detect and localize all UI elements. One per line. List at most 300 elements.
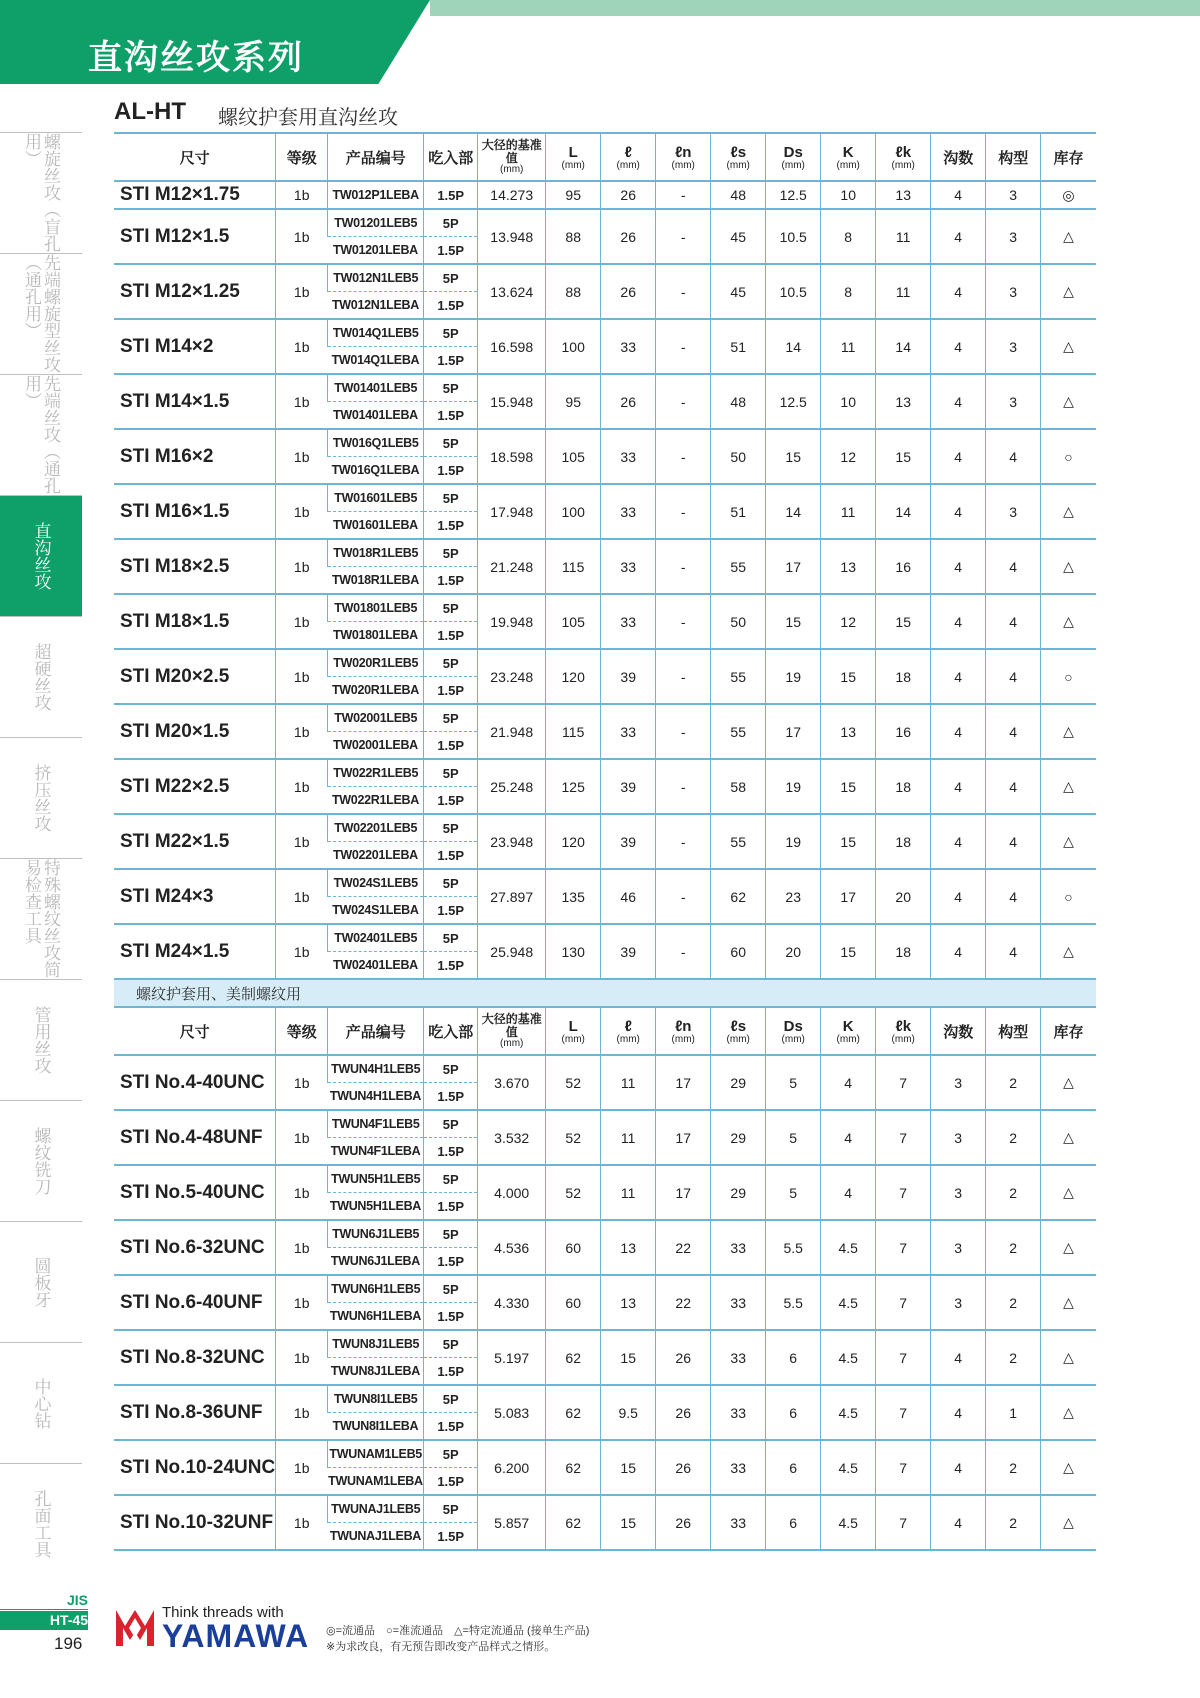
column-header (821, 1007, 876, 1055)
shape-cell: 3 (986, 181, 1041, 209)
sidebar-item[interactable] (0, 374, 82, 495)
column-header-label: ℓk (895, 1017, 912, 1035)
ln-cell: 26 (656, 1330, 711, 1385)
L-cell: 130 (546, 924, 601, 979)
L-cell: 88 (546, 209, 601, 264)
K-cell: 4.5 (821, 1330, 876, 1385)
table-row (114, 1440, 1096, 1468)
flutes-cell: 4 (931, 814, 986, 869)
K-cell: 11 (821, 484, 876, 539)
major-cell: 13.624 (478, 264, 546, 319)
flutes-cell: 4 (931, 319, 986, 374)
chamfer-cell: 1.5P (424, 952, 478, 980)
grade-cell: 1b (276, 924, 328, 979)
stock-cell: △ (1041, 319, 1096, 374)
product-code-cell: TW018R1LEB5 (328, 539, 424, 567)
ls-cell: 55 (711, 539, 766, 594)
flutes-cell: 4 (931, 869, 986, 924)
Ds-cell: 14 (766, 484, 821, 539)
column-header-unit: (mm) (671, 1033, 695, 1045)
major-cell: 25.948 (478, 924, 546, 979)
product-code-cell: TWUNAJ1LEB5 (328, 1495, 424, 1523)
major-cell: 23.948 (478, 814, 546, 869)
l-cell: 26 (601, 374, 656, 429)
column-header (986, 133, 1041, 181)
flutes-cell: 4 (931, 181, 986, 209)
column-header-label: 库存 (1053, 1023, 1084, 1041)
ln-cell: 17 (656, 1110, 711, 1165)
column-header-unit: (mm) (891, 1033, 915, 1045)
chamfer-cell: 1.5P (424, 1523, 478, 1551)
shape-cell: 4 (986, 924, 1041, 979)
column-header-label: K (842, 143, 854, 161)
sidebar-item-label: 先端螺旋型丝攻（通孔用） (22, 254, 60, 373)
product-code-cell: TWUN6H1LEBA (328, 1303, 424, 1331)
page-title: 直沟丝攻系列 (88, 39, 304, 77)
column-header-unit: (mm) (616, 159, 640, 171)
lk-cell: 7 (876, 1330, 931, 1385)
chamfer-cell: 5P (424, 319, 478, 347)
product-code-cell: TW01601LEBA (328, 512, 424, 540)
chamfer-cell: 5P (424, 1110, 478, 1138)
Ds-cell: 5 (766, 1110, 821, 1165)
table-header-row (114, 133, 1096, 181)
column-header (1041, 1007, 1096, 1055)
ln-cell: 26 (656, 1385, 711, 1440)
product-code-cell: TW02001LEBA (328, 732, 424, 760)
product-code-cell: TW012P1LEBA (328, 181, 424, 209)
grade-cell: 1b (276, 1330, 328, 1385)
chamfer-cell: 1.5P (424, 512, 478, 540)
category-sidebar (0, 132, 82, 1584)
L-cell: 100 (546, 484, 601, 539)
sidebar-item[interactable] (0, 495, 82, 616)
sidebar-item[interactable] (0, 616, 82, 737)
ln-cell: 22 (656, 1220, 711, 1275)
size-cell: STI M20×2.5 (114, 649, 276, 704)
flutes-cell: 3 (931, 1165, 986, 1220)
flutes-cell: 4 (931, 759, 986, 814)
table-row (114, 484, 1096, 512)
chamfer-cell: 5P (424, 1165, 478, 1193)
sidebar-item[interactable] (0, 1463, 82, 1584)
table-row (114, 759, 1096, 787)
L-cell: 88 (546, 264, 601, 319)
Ds-cell: 5 (766, 1165, 821, 1220)
column-header-label: 吃入部 (428, 149, 474, 167)
chamfer-cell: 1.5P (424, 1303, 478, 1331)
L-cell: 105 (546, 594, 601, 649)
ls-cell: 29 (711, 1165, 766, 1220)
size-cell: STI M12×1.5 (114, 209, 276, 264)
lk-cell: 13 (876, 374, 931, 429)
ls-cell: 55 (711, 814, 766, 869)
sidebar-item[interactable] (0, 858, 82, 979)
chamfer-cell: 1.5P (424, 1358, 478, 1386)
column-header (656, 1007, 711, 1055)
ln-cell: - (656, 264, 711, 319)
stock-cell: △ (1041, 594, 1096, 649)
major-cell: 16.598 (478, 319, 546, 374)
L-cell: 120 (546, 649, 601, 704)
flutes-cell: 4 (931, 649, 986, 704)
sidebar-item-label: 圆板牙 (31, 1256, 51, 1308)
chamfer-cell: 5P (424, 704, 478, 732)
lk-cell: 18 (876, 814, 931, 869)
section-code: HT-45 (0, 1611, 88, 1630)
stock-cell: △ (1041, 1220, 1096, 1275)
chamfer-cell: 5P (424, 484, 478, 512)
chamfer-cell: 1.5P (424, 181, 478, 209)
column-header (711, 133, 766, 181)
major-cell: 19.948 (478, 594, 546, 649)
stock-cell: ◎ (1041, 181, 1096, 209)
product-code-cell: TW02201LEB5 (328, 814, 424, 842)
product-code-cell: TW01401LEBA (328, 402, 424, 430)
K-cell: 4.5 (821, 1440, 876, 1495)
sidebar-item-label: 中心钻 (31, 1377, 51, 1429)
K-cell: 4.5 (821, 1385, 876, 1440)
Ds-cell: 20 (766, 924, 821, 979)
major-cell: 3.670 (478, 1055, 546, 1110)
sidebar-item[interactable] (0, 1342, 82, 1463)
l-cell: 39 (601, 814, 656, 869)
sidebar-item[interactable] (0, 253, 82, 374)
flutes-cell: 4 (931, 484, 986, 539)
l-cell: 33 (601, 539, 656, 594)
K-cell: 15 (821, 924, 876, 979)
grade-cell: 1b (276, 704, 328, 759)
ls-cell: 51 (711, 484, 766, 539)
product-code-cell: TWUN5H1LEBA (328, 1193, 424, 1221)
ls-cell: 33 (711, 1440, 766, 1495)
shape-cell: 4 (986, 869, 1041, 924)
sidebar-item[interactable] (0, 1221, 82, 1342)
stock-cell: △ (1041, 1055, 1096, 1110)
l-cell: 11 (601, 1110, 656, 1165)
product-code-cell: TWUN4H1LEBA (328, 1083, 424, 1111)
ls-cell: 60 (711, 924, 766, 979)
lk-cell: 11 (876, 209, 931, 264)
grade-cell: 1b (276, 209, 328, 264)
l-cell: 33 (601, 484, 656, 539)
l-cell: 46 (601, 869, 656, 924)
l-cell: 13 (601, 1220, 656, 1275)
header-strip (430, 0, 1200, 16)
Ds-cell: 5.5 (766, 1220, 821, 1275)
table-row (114, 1110, 1096, 1138)
sidebar-item-label: 螺纹铣刀 (31, 1127, 51, 1195)
ls-cell: 29 (711, 1055, 766, 1110)
product-code-cell: TW01801LEB5 (328, 594, 424, 622)
grade-cell: 1b (276, 1055, 328, 1110)
Ds-cell: 10.5 (766, 209, 821, 264)
column-header (601, 133, 656, 181)
column-header (114, 133, 276, 181)
ln-cell: - (656, 181, 711, 209)
l-cell: 13 (601, 1275, 656, 1330)
product-code-cell: TW016Q1LEBA (328, 457, 424, 485)
K-cell: 12 (821, 594, 876, 649)
column-header (546, 1007, 601, 1055)
L-cell: 115 (546, 704, 601, 759)
sidebar-item[interactable] (0, 1100, 82, 1221)
column-header (876, 133, 931, 181)
shape-cell: 3 (986, 319, 1041, 374)
grade-cell: 1b (276, 264, 328, 319)
grade-cell: 1b (276, 1165, 328, 1220)
column-header-unit: (mm) (726, 1033, 750, 1045)
sidebar-item[interactable] (0, 737, 82, 858)
ls-cell: 55 (711, 649, 766, 704)
K-cell: 12 (821, 429, 876, 484)
chamfer-cell: 5P (424, 1275, 478, 1303)
chamfer-cell: 5P (424, 649, 478, 677)
K-cell: 4.5 (821, 1495, 876, 1550)
brand-name: YAMAWA (162, 1618, 310, 1654)
product-code-cell: TWUNAM1LEBA (328, 1468, 424, 1496)
size-cell: STI M18×1.5 (114, 594, 276, 649)
grade-cell: 1b (276, 759, 328, 814)
chamfer-cell: 1.5P (424, 787, 478, 815)
Ds-cell: 10.5 (766, 264, 821, 319)
flutes-cell: 4 (931, 539, 986, 594)
stock-cell: △ (1041, 1440, 1096, 1495)
column-header-label: L (568, 1017, 578, 1035)
chamfer-cell: 1.5P (424, 237, 478, 265)
ln-cell: 17 (656, 1165, 711, 1220)
grade-cell: 1b (276, 814, 328, 869)
table-row (114, 1165, 1096, 1193)
column-header-label: 大径的基准值 (481, 1012, 542, 1039)
l-cell: 26 (601, 181, 656, 209)
sidebar-item[interactable] (0, 979, 82, 1100)
stock-cell: △ (1041, 1165, 1096, 1220)
flutes-cell: 4 (931, 704, 986, 759)
sidebar-item[interactable] (0, 132, 82, 253)
column-header-label: 尺寸 (179, 1023, 210, 1041)
column-header-label: ℓs (730, 1017, 747, 1035)
product-code-cell: TW01201LEB5 (328, 209, 424, 237)
size-cell: STI M14×2 (114, 319, 276, 374)
size-cell: STI M16×1.5 (114, 484, 276, 539)
ls-cell: 62 (711, 869, 766, 924)
major-cell: 21.248 (478, 539, 546, 594)
grade-cell: 1b (276, 429, 328, 484)
stock-cell: △ (1041, 1330, 1096, 1385)
table-row (114, 704, 1096, 732)
stock-cell: △ (1041, 1495, 1096, 1550)
size-cell: STI M18×2.5 (114, 539, 276, 594)
table-row (114, 209, 1096, 237)
column-header-unit: (mm) (726, 159, 750, 171)
flutes-cell: 4 (931, 924, 986, 979)
table-row (114, 649, 1096, 677)
column-header-unit: (mm) (891, 159, 915, 171)
flutes-cell: 3 (931, 1220, 986, 1275)
lk-cell: 18 (876, 924, 931, 979)
shape-cell: 4 (986, 759, 1041, 814)
major-cell: 25.248 (478, 759, 546, 814)
flutes-cell: 4 (931, 264, 986, 319)
column-header (601, 1007, 656, 1055)
major-cell: 27.897 (478, 869, 546, 924)
grade-cell: 1b (276, 594, 328, 649)
footnote: ※为求改良，有无预告即改变产品样式之情形。 (326, 1641, 556, 1653)
grade-cell: 1b (276, 1385, 328, 1440)
ls-cell: 33 (711, 1495, 766, 1550)
Ds-cell: 19 (766, 649, 821, 704)
table-row (114, 319, 1096, 347)
product-code-cell: TW014Q1LEBA (328, 347, 424, 375)
grade-cell: 1b (276, 374, 328, 429)
product-code-cell: TWUN8J1LEBA (328, 1358, 424, 1386)
ls-cell: 51 (711, 319, 766, 374)
Ds-cell: 12.5 (766, 181, 821, 209)
stock-legend: ◎=流通品 ○=准流通品 △=特定流通品 (接单生产品) (326, 1625, 590, 1637)
l-cell: 15 (601, 1495, 656, 1550)
shape-cell: 4 (986, 539, 1041, 594)
column-header (656, 133, 711, 181)
l-cell: 26 (601, 209, 656, 264)
major-cell: 6.200 (478, 1440, 546, 1495)
L-cell: 135 (546, 869, 601, 924)
chamfer-cell: 1.5P (424, 897, 478, 925)
section-row (114, 979, 1096, 1007)
grade-cell: 1b (276, 869, 328, 924)
l-cell: 33 (601, 594, 656, 649)
l-cell: 33 (601, 319, 656, 374)
chamfer-cell: 5P (424, 1330, 478, 1358)
chamfer-cell: 5P (424, 924, 478, 952)
K-cell: 13 (821, 539, 876, 594)
ln-cell: - (656, 924, 711, 979)
grade-cell: 1b (276, 1220, 328, 1275)
column-header-unit: (mm) (561, 159, 585, 171)
L-cell: 62 (546, 1330, 601, 1385)
ln-cell: - (656, 374, 711, 429)
column-header-label: 等级 (286, 1023, 317, 1041)
table-row (114, 924, 1096, 952)
column-header (328, 1007, 424, 1055)
chamfer-cell: 5P (424, 1440, 478, 1468)
shape-cell: 3 (986, 374, 1041, 429)
shape-cell: 2 (986, 1110, 1041, 1165)
ls-cell: 55 (711, 704, 766, 759)
sidebar-item-label: 螺旋丝攻（盲孔用） (22, 133, 60, 252)
table-row (114, 264, 1096, 292)
l-cell: 15 (601, 1330, 656, 1385)
ln-cell: - (656, 649, 711, 704)
Ds-cell: 5.5 (766, 1275, 821, 1330)
product-code-cell: TW022R1LEBA (328, 787, 424, 815)
product-code-cell: TWUN6H1LEB5 (328, 1275, 424, 1303)
product-code-cell: TW024S1LEB5 (328, 869, 424, 897)
sidebar-item-label: 特殊螺纹丝攻简易检查工具 (22, 859, 60, 978)
K-cell: 4 (821, 1055, 876, 1110)
sidebar-item-label: 先端丝攻（通孔用） (22, 375, 60, 494)
product-code-cell: TWUN8J1LEB5 (328, 1330, 424, 1358)
column-header-unit: (mm) (836, 1033, 860, 1045)
table-row (114, 181, 1096, 209)
L-cell: 62 (546, 1495, 601, 1550)
K-cell: 15 (821, 759, 876, 814)
column-header-label: ℓ (624, 143, 632, 161)
product-code-cell: TW01401LEB5 (328, 374, 424, 402)
ls-cell: 48 (711, 374, 766, 429)
product-code-cell: TW018R1LEBA (328, 567, 424, 595)
column-header-label: K (842, 1017, 854, 1035)
product-code-cell: TW012N1LEB5 (328, 264, 424, 292)
shape-cell: 3 (986, 264, 1041, 319)
shape-cell: 2 (986, 1440, 1041, 1495)
column-header (931, 133, 986, 181)
chamfer-cell: 1.5P (424, 1138, 478, 1166)
flutes-cell: 4 (931, 209, 986, 264)
K-cell: 13 (821, 704, 876, 759)
column-header-label: ℓn (674, 143, 692, 161)
chamfer-cell: 1.5P (424, 1248, 478, 1276)
ls-cell: 33 (711, 1385, 766, 1440)
l-cell: 9.5 (601, 1385, 656, 1440)
grade-cell: 1b (276, 539, 328, 594)
shape-cell: 1 (986, 1385, 1041, 1440)
major-cell: 23.248 (478, 649, 546, 704)
ln-cell: - (656, 209, 711, 264)
chamfer-cell: 5P (424, 209, 478, 237)
product-code-cell: TWUN8I1LEBA (328, 1413, 424, 1441)
stock-cell: ○ (1041, 649, 1096, 704)
shape-cell: 3 (986, 209, 1041, 264)
chamfer-cell: 5P (424, 539, 478, 567)
stock-cell: △ (1041, 704, 1096, 759)
ls-cell: 58 (711, 759, 766, 814)
size-cell: STI M22×1.5 (114, 814, 276, 869)
lk-cell: 7 (876, 1275, 931, 1330)
K-cell: 8 (821, 264, 876, 319)
chamfer-cell: 1.5P (424, 347, 478, 375)
ls-cell: 33 (711, 1275, 766, 1330)
chamfer-cell: 5P (424, 1385, 478, 1413)
chamfer-cell: 5P (424, 869, 478, 897)
lk-cell: 14 (876, 319, 931, 374)
column-header-label: Ds (783, 143, 803, 161)
L-cell: 95 (546, 181, 601, 209)
L-cell: 52 (546, 1110, 601, 1165)
L-cell: 125 (546, 759, 601, 814)
K-cell: 4.5 (821, 1220, 876, 1275)
lk-cell: 7 (876, 1165, 931, 1220)
column-header-label: 吃入部 (428, 1023, 474, 1041)
Ds-cell: 12.5 (766, 374, 821, 429)
chamfer-cell: 1.5P (424, 292, 478, 320)
ls-cell: 50 (711, 594, 766, 649)
sidebar-item-label: 管用丝攻 (31, 1006, 51, 1074)
column-header-unit: (mm) (500, 164, 524, 175)
series-subtitle: 螺纹护套用直沟丝攻 (218, 107, 398, 129)
column-header-label: 产品编号 (345, 149, 406, 167)
ln-cell: - (656, 869, 711, 924)
flutes-cell: 4 (931, 1495, 986, 1550)
chamfer-cell: 5P (424, 759, 478, 787)
stock-cell: △ (1041, 1110, 1096, 1165)
sidebar-item-label: 直沟丝攻 (31, 522, 51, 590)
spec-table-metric (114, 132, 1096, 1551)
chamfer-cell: 5P (424, 814, 478, 842)
chamfer-cell: 1.5P (424, 622, 478, 650)
product-code-cell: TW020R1LEBA (328, 677, 424, 705)
grade-cell: 1b (276, 181, 328, 209)
